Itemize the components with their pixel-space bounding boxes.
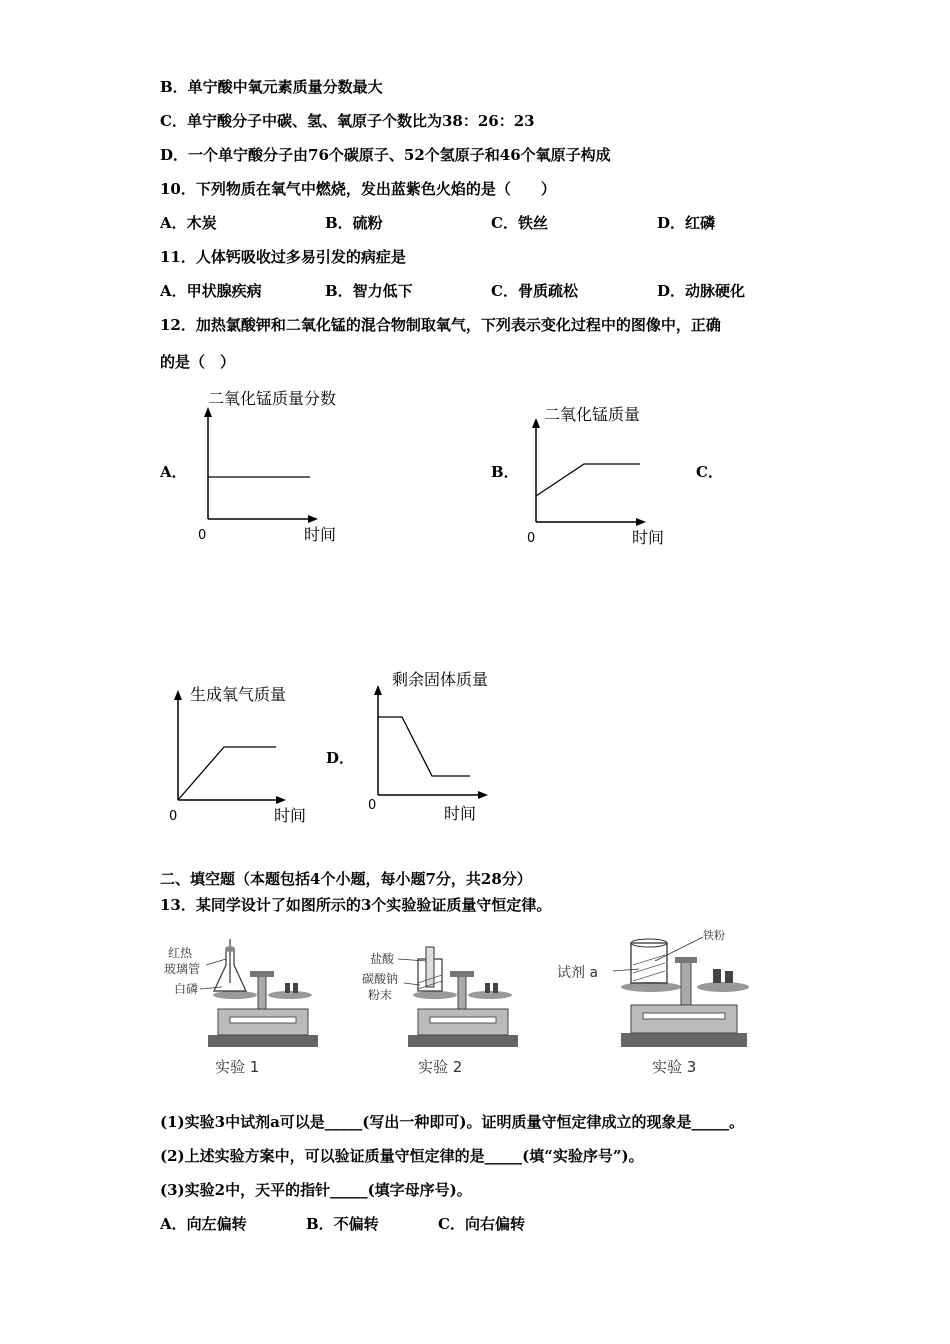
q10-option-c: C．铁丝 <box>491 214 548 232</box>
exp3-beam <box>675 957 697 963</box>
q13-sub1: (1)实验3中试剂a可以是_____(写出一种即可)。证明质量守恒定律成立的现象是_____。 <box>160 1113 744 1131</box>
exp3-weight-1 <box>713 969 721 983</box>
experiment-1-caption: 实验 1 <box>215 1058 260 1076</box>
exp1-left-pan <box>213 991 257 999</box>
graph-b-ylabel: 二氧化锰质量 <box>544 405 641 424</box>
q10-stem: 10．下列物质在氧气中燃烧，发出蓝紫色火焰的是（ ） <box>160 180 556 198</box>
experiment-1-figure <box>160 935 320 1050</box>
graph-d-y-arrow <box>374 685 382 695</box>
graph-d-origin: 0 <box>368 798 377 813</box>
graph-c <box>160 680 320 830</box>
q11-option-c: C．骨质疏松 <box>491 282 578 300</box>
graph-d-curve <box>378 717 470 776</box>
exp3-hatch-1 <box>633 955 665 965</box>
exp2-weight-2 <box>493 983 498 993</box>
experiment-3-figure <box>555 925 755 1050</box>
q9-option-d: D．一个单宁酸分子由76个碳原子、52个氢原子和46个氧原子构成 <box>160 146 611 164</box>
exp2-label-salt-1: 碳酸钠 <box>362 972 399 986</box>
q13-sub2: (2)上述实验方案中，可以验证质量守恒定律的是_____(填“实验序号”)。 <box>160 1147 644 1165</box>
exp2-label-acid: 盐酸 <box>370 952 395 966</box>
q13-option-b: B．不偏转 <box>306 1215 379 1233</box>
experiment-2-caption: 实验 2 <box>418 1058 463 1076</box>
q13-option-a: A．向左偏转 <box>160 1215 247 1233</box>
q11-option-b: B．智力低下 <box>325 282 413 300</box>
section2-heading: 二、填空题（本题包括4个小题，每小题7分，共28分） <box>160 870 532 888</box>
q10-option-a: A．木炭 <box>160 214 217 232</box>
graph-c-x-arrow <box>276 796 286 804</box>
graph-d-xlabel: 时间 <box>444 804 477 823</box>
exp1-beam <box>250 971 274 977</box>
exp3-scale <box>643 1013 725 1019</box>
q10-option-b: B．硫粉 <box>325 214 383 232</box>
exp1-label-tube-1: 红热 <box>168 946 193 960</box>
q12-label-c: C． <box>696 463 723 481</box>
q13-stem: 13．某同学设计了如图所示的3个实验验证质量守恒定律。 <box>160 896 552 914</box>
graph-c-y-arrow <box>174 690 182 700</box>
graph-b-curve <box>536 464 640 496</box>
q9-option-c: C．单宁酸分子中碳、氢、氧原子个数比为38：26：23 <box>160 112 535 130</box>
exp2-weight-1 <box>485 983 490 993</box>
graph-a <box>190 385 350 550</box>
graph-b-x-arrow <box>636 518 646 526</box>
graph-a-xlabel: 时间 <box>304 525 337 544</box>
q9-option-b: B．单宁酸中氧元素质量分数最大 <box>160 78 383 96</box>
graph-d-x-arrow <box>478 791 488 799</box>
exp2-test-tube <box>426 947 434 987</box>
exp3-label-iron: 铁粉 <box>703 929 725 942</box>
graph-d <box>360 665 520 830</box>
graph-d-ylabel: 剩余固体质量 <box>392 670 489 689</box>
exp3-hatch-3 <box>633 971 665 981</box>
exp1-pillar <box>258 975 266 1009</box>
graph-b-xlabel: 时间 <box>632 528 665 547</box>
exp1-stopper <box>225 946 235 952</box>
q13-option-c: C．向右偏转 <box>438 1215 525 1233</box>
q12-stem-line1: 12．加热氯酸钾和二氧化锰的混合物制取氧气，下列表示变化过程中的图像中，正确 <box>160 316 721 334</box>
graph-a-y-arrow <box>204 407 212 417</box>
exp1-weight-2 <box>293 983 298 993</box>
exp2-scale <box>430 1017 496 1023</box>
exp1-base <box>208 1035 318 1047</box>
exp2-left-pan <box>413 991 457 999</box>
graph-c-curve <box>178 747 276 800</box>
q12-label-d: D． <box>326 749 355 767</box>
exp1-pointer-p <box>200 987 222 989</box>
graph-a-ylabel: 二氧化锰质量分数 <box>208 389 337 408</box>
graph-a-origin: 0 <box>198 528 207 543</box>
exp3-right-pan <box>697 982 749 992</box>
exp3-weight-2 <box>725 971 733 983</box>
exp3-pillar <box>681 961 691 1005</box>
q12-stem-line2: 的是（ ） <box>160 353 236 371</box>
exp2-pillar <box>458 975 466 1009</box>
exp3-label-reagent: 试剂 a <box>557 965 599 981</box>
graph-c-xlabel: 时间 <box>274 806 307 825</box>
graph-b-y-arrow <box>532 418 540 428</box>
exp3-beaker <box>631 943 667 983</box>
exp2-label-salt-2: 粉末 <box>368 988 393 1002</box>
exp1-label-tube-2: 玻璃管 <box>164 962 201 976</box>
exp1-weight-1 <box>285 983 290 993</box>
graph-b <box>518 400 678 552</box>
exp2-beam <box>450 971 474 977</box>
q11-option-a: A．甲状腺疾病 <box>160 282 262 300</box>
graph-b-origin: 0 <box>527 531 536 546</box>
exp2-base <box>408 1035 518 1047</box>
experiment-3-caption: 实验 3 <box>652 1058 697 1076</box>
q10-option-d: D．红磷 <box>657 214 716 232</box>
exp1-scale <box>230 1017 296 1023</box>
graph-c-ylabel: 生成氧气质量 <box>190 685 287 704</box>
q11-option-d: D．动脉硬化 <box>657 282 746 300</box>
graph-a-x-arrow <box>308 515 318 523</box>
exp3-base <box>621 1033 747 1047</box>
q12-label-b: B． <box>491 463 519 481</box>
q13-sub3: (3)实验2中，天平的指针_____(填字母序号)。 <box>160 1181 472 1199</box>
exp1-pointer-tube <box>206 959 226 965</box>
exp3-hatch-2 <box>633 963 665 973</box>
q12-label-a: A． <box>160 463 187 481</box>
exp1-label-phosphorus: 白磷 <box>174 982 199 996</box>
graph-c-origin: 0 <box>169 809 178 824</box>
exp3-pointer-reagent <box>613 969 639 971</box>
experiment-2-figure <box>360 935 520 1050</box>
q11-stem: 11．人体钙吸收过多易引发的病症是 <box>160 248 406 266</box>
